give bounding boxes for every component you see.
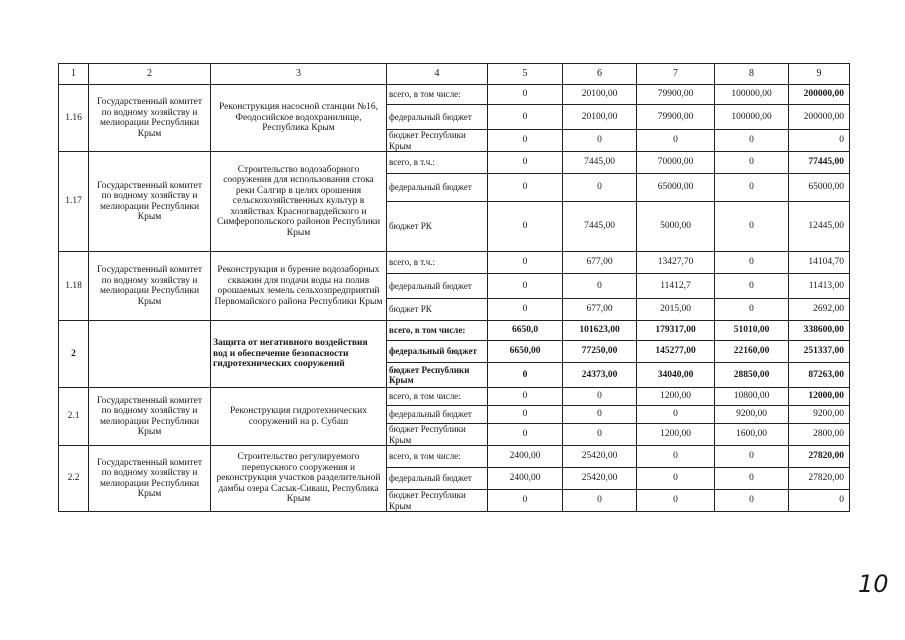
amount-cell: 25420,00 [563, 446, 637, 468]
table-row [59, 321, 850, 341]
amount-cell: 0 [789, 130, 850, 152]
header-cell: 5 [488, 64, 563, 85]
project-cell: Реконструкция насосной станции №16, Феодосийское водохранилище, Республика Крым [211, 85, 387, 152]
funding-source-cell: федеральный бюджет [387, 105, 488, 130]
amount-cell: 9200,00 [789, 406, 850, 424]
amount-cell: 6650,0 [488, 321, 563, 341]
amount-cell: 28850,00 [715, 363, 789, 388]
table-body [59, 64, 850, 512]
amount-cell: 251337,00 [789, 341, 850, 363]
funding-source-cell: бюджет Республики Крым [387, 490, 488, 512]
funding-source-cell: всего, в т.ч.: [387, 252, 488, 274]
amount-cell: 0 [637, 468, 715, 490]
amount-cell: 0 [563, 274, 637, 299]
amount-cell: 20100,00 [563, 85, 637, 105]
amount-cell: 0 [715, 468, 789, 490]
amount-cell: 0 [488, 130, 563, 152]
amount-cell: 65000,00 [789, 174, 850, 202]
organization-cell: Государственный комитет по водному хозяйству и мелиорации Республики Крым [89, 152, 211, 252]
amount-cell: 0 [488, 490, 563, 512]
amount-cell: 0 [715, 446, 789, 468]
project-cell: Строительство регулируемого перепускного сооружения и реконструкция участков разделительной дамбы озера Сасык-Сиваш, Республика Крым [211, 446, 387, 512]
amount-cell: 0 [488, 174, 563, 202]
amount-cell: 0 [637, 406, 715, 424]
amount-cell: 13427,70 [637, 252, 715, 274]
row-number-cell: 2.1 [59, 388, 89, 446]
amount-cell: 70000,00 [637, 152, 715, 174]
amount-cell: 0 [488, 406, 563, 424]
row-number-cell: 1.18 [59, 252, 89, 321]
amount-cell: 200000,00 [789, 85, 850, 105]
amount-cell: 14104,70 [789, 252, 850, 274]
funding-source-cell: федеральный бюджет [387, 174, 488, 202]
funding-source-cell: всего, в том числе: [387, 388, 488, 406]
amount-cell: 0 [715, 130, 789, 152]
amount-cell: 65000,00 [637, 174, 715, 202]
row-number-cell: 2 [59, 321, 89, 388]
amount-cell: 7445,00 [563, 152, 637, 174]
amount-cell: 5000,00 [637, 202, 715, 252]
amount-cell: 0 [563, 424, 637, 446]
amount-cell: 338600,00 [789, 321, 850, 341]
amount-cell: 0 [637, 446, 715, 468]
amount-cell: 87263,00 [789, 363, 850, 388]
amount-cell: 677,00 [563, 252, 637, 274]
amount-cell: 9200,00 [715, 406, 789, 424]
funding-source-cell: бюджет Республики Крым [387, 130, 488, 152]
amount-cell: 0 [789, 490, 850, 512]
amount-cell: 145277,00 [637, 341, 715, 363]
amount-cell: 12445,00 [789, 202, 850, 252]
amount-cell: 27820,00 [789, 468, 850, 490]
funding-source-cell: всего, в том числе: [387, 321, 488, 341]
header-cell: 9 [789, 64, 850, 85]
amount-cell: 2692,00 [789, 299, 850, 321]
amount-cell: 677,00 [563, 299, 637, 321]
amount-cell: 0 [715, 490, 789, 512]
row-number-cell: 1.16 [59, 85, 89, 152]
amount-cell: 0 [488, 85, 563, 105]
funding-source-cell: федеральный бюджет [387, 341, 488, 363]
amount-cell: 27820,00 [789, 446, 850, 468]
amount-cell: 1600,00 [715, 424, 789, 446]
amount-cell: 0 [715, 174, 789, 202]
project-cell: Строительство водозаборного сооружения для использования стока реки Салгир в целях орошения сельскохозяйственных культур в хозяйствах Красногвардейского и Симферопольского районов Республики Крым [211, 152, 387, 252]
organization-cell: Государственный комитет по водному хозяйству и мелиорации Республики Крым [89, 252, 211, 321]
amount-cell: 0 [488, 363, 563, 388]
amount-cell: 34040,00 [637, 363, 715, 388]
row-number-cell: 1.17 [59, 152, 89, 252]
header-cell: 3 [211, 64, 387, 85]
amount-cell: 0 [563, 490, 637, 512]
funding-source-cell: всего, в том числе: [387, 446, 488, 468]
amount-cell: 0 [563, 174, 637, 202]
amount-cell: 0 [563, 130, 637, 152]
amount-cell: 0 [488, 274, 563, 299]
amount-cell: 79900,00 [637, 85, 715, 105]
amount-cell: 6650,00 [488, 341, 563, 363]
amount-cell: 0 [488, 388, 563, 406]
amount-cell: 0 [488, 105, 563, 130]
funding-source-cell: федеральный бюджет [387, 406, 488, 424]
amount-cell: 0 [488, 152, 563, 174]
header-cell: 2 [89, 64, 211, 85]
amount-cell: 0 [563, 388, 637, 406]
funding-source-cell: федеральный бюджет [387, 468, 488, 490]
amount-cell: 7445,00 [563, 202, 637, 252]
amount-cell: 51010,00 [715, 321, 789, 341]
header-cell: 8 [715, 64, 789, 85]
page-number: 10 [858, 570, 889, 598]
amount-cell: 0 [488, 202, 563, 252]
header-cell: 7 [637, 64, 715, 85]
funding-source-cell: бюджет РК [387, 299, 488, 321]
amount-cell: 200000,00 [789, 105, 850, 130]
amount-cell: 100000,00 [715, 85, 789, 105]
organization-cell [89, 321, 211, 388]
amount-cell: 0 [488, 299, 563, 321]
budget-table [58, 63, 850, 512]
funding-source-cell: федеральный бюджет [387, 274, 488, 299]
amount-cell: 101623,00 [563, 321, 637, 341]
header-cell: 4 [387, 64, 488, 85]
amount-cell: 0 [488, 252, 563, 274]
amount-cell: 0 [637, 130, 715, 152]
amount-cell: 0 [715, 274, 789, 299]
amount-cell: 10800,00 [715, 388, 789, 406]
project-cell: Защита от негативного воздействия вод и обеспечение безопасности гидротехнических сооружений [211, 321, 387, 388]
table-row [59, 446, 850, 468]
amount-cell: 20100,00 [563, 105, 637, 130]
organization-cell: Государственный комитет по водному хозяйству и мелиорации Республики Крым [89, 388, 211, 446]
organization-cell: Государственный комитет по водному хозяйству и мелиорации Республики Крым [89, 446, 211, 512]
amount-cell: 0 [715, 299, 789, 321]
amount-cell: 25420,00 [563, 468, 637, 490]
amount-cell: 24373,00 [563, 363, 637, 388]
amount-cell: 0 [488, 424, 563, 446]
funding-source-cell: бюджет РК [387, 202, 488, 252]
header-row [59, 64, 850, 85]
project-cell: Реконструкция гидротехнических сооружений на р. Субаш [211, 388, 387, 446]
amount-cell: 11413,00 [789, 274, 850, 299]
amount-cell: 0 [715, 252, 789, 274]
header-cell: 1 [59, 64, 89, 85]
amount-cell: 1200,00 [637, 424, 715, 446]
amount-cell: 0 [563, 406, 637, 424]
table-row [59, 152, 850, 174]
amount-cell: 12000,00 [789, 388, 850, 406]
funding-source-cell: бюджет Республики Крым [387, 424, 488, 446]
amount-cell: 79900,00 [637, 105, 715, 130]
amount-cell: 0 [715, 152, 789, 174]
amount-cell: 11412,7 [637, 274, 715, 299]
row-number-cell: 2.2 [59, 446, 89, 512]
funding-source-cell: всего, в т.ч.: [387, 152, 488, 174]
amount-cell: 0 [715, 202, 789, 252]
organization-cell: Государственный комитет по водному хозяйству и мелиорации Республики Крым [89, 85, 211, 152]
funding-source-cell: бюджет Республики Крым [387, 363, 488, 388]
amount-cell: 1200,00 [637, 388, 715, 406]
table-row [59, 252, 850, 274]
project-cell: Реконструкция и бурение водозаборных скважин для подачи воды на полив орошаемых земель сельхозпредприятий Первомайского района Республики Крым [211, 252, 387, 321]
table-row [59, 388, 850, 406]
funding-source-cell: всего, в том числе: [387, 85, 488, 105]
amount-cell: 2400,00 [488, 446, 563, 468]
amount-cell: 22160,00 [715, 341, 789, 363]
amount-cell: 0 [637, 490, 715, 512]
amount-cell: 2800,00 [789, 424, 850, 446]
amount-cell: 179317,00 [637, 321, 715, 341]
amount-cell: 77445,00 [789, 152, 850, 174]
amount-cell: 2400,00 [488, 468, 563, 490]
amount-cell: 2015,00 [637, 299, 715, 321]
header-cell: 6 [563, 64, 637, 85]
amount-cell: 77250,00 [563, 341, 637, 363]
amount-cell: 100000,00 [715, 105, 789, 130]
table-row [59, 85, 850, 105]
